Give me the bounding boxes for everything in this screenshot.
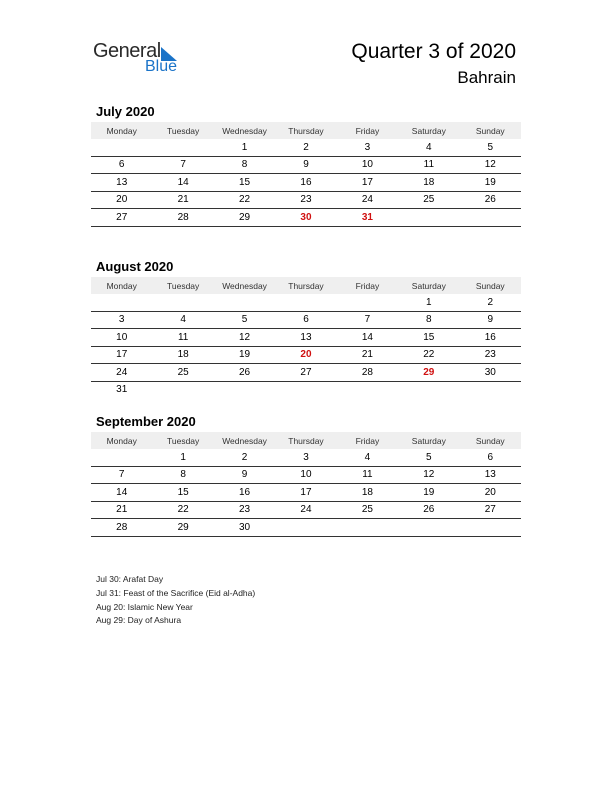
day-cell: 30 <box>214 519 275 537</box>
day-cell: 12 <box>460 156 521 174</box>
month-july <box>91 104 521 227</box>
month-september <box>91 414 521 537</box>
weekday-header: Monday <box>91 277 152 294</box>
weekday-header: Saturday <box>398 432 459 449</box>
week-row <box>91 466 521 484</box>
week-row <box>91 191 521 209</box>
day-cell: 2 <box>275 139 336 156</box>
day-cell: 15 <box>398 329 459 347</box>
day-cell: 23 <box>460 346 521 364</box>
day-cell: 19 <box>214 346 275 364</box>
weekday-header: Wednesday <box>214 432 275 449</box>
weekday-header: Wednesday <box>214 277 275 294</box>
day-cell: 15 <box>152 484 213 502</box>
week-row <box>91 156 521 174</box>
weekday-header: Saturday <box>398 277 459 294</box>
day-cell: 8 <box>398 311 459 329</box>
empty-cell <box>460 209 521 227</box>
day-cell: 28 <box>91 519 152 537</box>
empty-cell <box>337 294 398 311</box>
day-cell: 11 <box>398 156 459 174</box>
week-row <box>91 381 521 398</box>
weekday-header: Tuesday <box>152 432 213 449</box>
day-cell: 1 <box>152 449 213 466</box>
weekday-header: Thursday <box>275 277 336 294</box>
month-title: August 2020 <box>96 259 174 274</box>
country-name: Bahrain <box>457 68 516 87</box>
day-cell: 29 <box>214 209 275 227</box>
weekday-header: Thursday <box>275 122 336 139</box>
day-cell: 6 <box>91 156 152 174</box>
empty-cell <box>214 381 275 398</box>
weekday-header: Monday <box>91 432 152 449</box>
day-cell: 17 <box>91 346 152 364</box>
holiday-note: Aug 20: Islamic New Year <box>96 601 193 612</box>
day-cell: 23 <box>214 501 275 519</box>
weekday-header: Friday <box>337 122 398 139</box>
calendar-table <box>91 432 521 537</box>
day-cell: 12 <box>398 466 459 484</box>
empty-cell <box>337 519 398 537</box>
day-cell: 4 <box>337 449 398 466</box>
day-cell: 18 <box>398 174 459 192</box>
weekday-header: Tuesday <box>152 122 213 139</box>
empty-cell <box>91 139 152 156</box>
holiday-note: Jul 31: Feast of the Sacrifice (Eid al-Adha) <box>96 587 256 598</box>
empty-cell <box>398 519 459 537</box>
empty-cell <box>460 519 521 537</box>
day-cell: 21 <box>152 191 213 209</box>
day-cell: 13 <box>91 174 152 192</box>
week-row <box>91 311 521 329</box>
day-cell: 1 <box>398 294 459 311</box>
day-cell: 27 <box>91 209 152 227</box>
holiday-note: Aug 29: Day of Ashura <box>96 615 182 626</box>
logo-general-text: General <box>93 40 161 62</box>
day-cell: 25 <box>152 364 213 382</box>
day-cell: 21 <box>91 501 152 519</box>
day-cell: 27 <box>275 364 336 382</box>
weekday-header: Saturday <box>398 122 459 139</box>
day-cell: 14 <box>152 174 213 192</box>
day-cell: 3 <box>337 139 398 156</box>
day-cell: 30 <box>460 364 521 382</box>
day-cell: 19 <box>398 484 459 502</box>
week-row <box>91 294 521 311</box>
day-cell: 17 <box>275 484 336 502</box>
generalblue-logo <box>93 40 193 80</box>
day-cell: 26 <box>214 364 275 382</box>
day-cell: 24 <box>337 191 398 209</box>
week-row <box>91 449 521 466</box>
page-title: Quarter 3 of 2020 <box>351 40 516 63</box>
week-row <box>91 209 521 227</box>
day-cell: 5 <box>398 449 459 466</box>
holiday-notes <box>96 573 255 628</box>
day-cell: 13 <box>460 466 521 484</box>
weekday-header: Wednesday <box>214 122 275 139</box>
empty-cell <box>152 381 213 398</box>
weekday-header: Sunday <box>460 432 521 449</box>
day-cell: 3 <box>91 311 152 329</box>
day-cell: 2 <box>460 294 521 311</box>
day-cell: 2 <box>214 449 275 466</box>
week-row <box>91 329 521 347</box>
empty-cell <box>275 381 336 398</box>
day-cell: 9 <box>275 156 336 174</box>
day-cell: 8 <box>214 156 275 174</box>
day-cell: 14 <box>91 484 152 502</box>
empty-cell <box>214 294 275 311</box>
empty-cell <box>398 381 459 398</box>
day-cell: 28 <box>152 209 213 227</box>
empty-cell <box>398 209 459 227</box>
empty-cell <box>460 381 521 398</box>
day-cell: 24 <box>275 501 336 519</box>
day-cell: 3 <box>275 449 336 466</box>
day-cell: 27 <box>460 501 521 519</box>
month-august <box>91 259 521 398</box>
month-title: September 2020 <box>96 414 196 429</box>
day-cell: 7 <box>152 156 213 174</box>
empty-cell <box>152 294 213 311</box>
week-row <box>91 484 521 502</box>
day-cell: 13 <box>275 329 336 347</box>
weekday-header: Sunday <box>460 277 521 294</box>
day-cell: 12 <box>214 329 275 347</box>
day-cell: 21 <box>337 346 398 364</box>
day-cell: 7 <box>337 311 398 329</box>
weekday-header: Thursday <box>275 432 336 449</box>
day-cell: 23 <box>275 191 336 209</box>
week-row <box>91 519 521 537</box>
day-cell: 28 <box>337 364 398 382</box>
day-cell: 25 <box>337 501 398 519</box>
day-cell: 26 <box>398 501 459 519</box>
empty-cell <box>275 519 336 537</box>
day-cell: 25 <box>398 191 459 209</box>
day-cell: 31 <box>116 384 128 396</box>
day-cell: 9 <box>460 311 521 329</box>
day-cell: 20 <box>275 346 336 364</box>
weekday-header: Monday <box>91 122 152 139</box>
day-cell: 14 <box>337 329 398 347</box>
day-cell: 7 <box>91 466 152 484</box>
day-cell: 6 <box>275 311 336 329</box>
day-cell: 11 <box>337 466 398 484</box>
empty-cell <box>91 294 152 311</box>
day-cell: 5 <box>460 139 521 156</box>
day-cell: 26 <box>460 191 521 209</box>
day-cell: 22 <box>398 346 459 364</box>
empty-cell <box>337 381 398 398</box>
empty-cell <box>152 139 213 156</box>
day-cell: 10 <box>91 329 152 347</box>
week-row <box>91 139 521 156</box>
day-cell: 31 <box>337 209 398 227</box>
weekday-header: Sunday <box>460 122 521 139</box>
day-cell: 22 <box>214 191 275 209</box>
day-cell: 18 <box>337 484 398 502</box>
day-cell: 6 <box>460 449 521 466</box>
empty-cell <box>275 294 336 311</box>
holiday-note: Jul 30: Arafat Day <box>96 574 164 584</box>
weekday-header: Friday <box>337 277 398 294</box>
day-cell: 5 <box>214 311 275 329</box>
day-cell: 19 <box>460 174 521 192</box>
calendar-table <box>91 277 521 398</box>
day-cell: 29 <box>398 364 459 382</box>
day-cell: 24 <box>91 364 152 382</box>
weekday-header: Friday <box>337 432 398 449</box>
day-cell: 11 <box>152 329 213 347</box>
day-cell: 1 <box>214 139 275 156</box>
day-cell: 18 <box>152 346 213 364</box>
weekday-header: Tuesday <box>152 277 213 294</box>
day-cell: 17 <box>337 174 398 192</box>
day-cell: 4 <box>398 139 459 156</box>
day-cell: 30 <box>275 209 336 227</box>
calendar-table <box>91 122 521 227</box>
day-cell: 20 <box>91 191 152 209</box>
week-row <box>91 501 521 519</box>
day-cell: 16 <box>275 174 336 192</box>
day-cell: 16 <box>214 484 275 502</box>
day-cell: 4 <box>152 311 213 329</box>
day-cell: 16 <box>460 329 521 347</box>
empty-cell <box>91 449 152 466</box>
week-row <box>91 174 521 192</box>
day-cell: 15 <box>214 174 275 192</box>
day-cell: 10 <box>337 156 398 174</box>
day-cell: 8 <box>152 466 213 484</box>
week-row <box>91 364 521 382</box>
week-row <box>91 346 521 364</box>
month-title: July 2020 <box>96 104 155 119</box>
day-cell: 22 <box>152 501 213 519</box>
day-cell: 9 <box>214 466 275 484</box>
logo-blue-text: Blue <box>145 58 178 75</box>
day-cell: 29 <box>152 519 213 537</box>
day-cell: 10 <box>275 466 336 484</box>
day-cell: 20 <box>460 484 521 502</box>
